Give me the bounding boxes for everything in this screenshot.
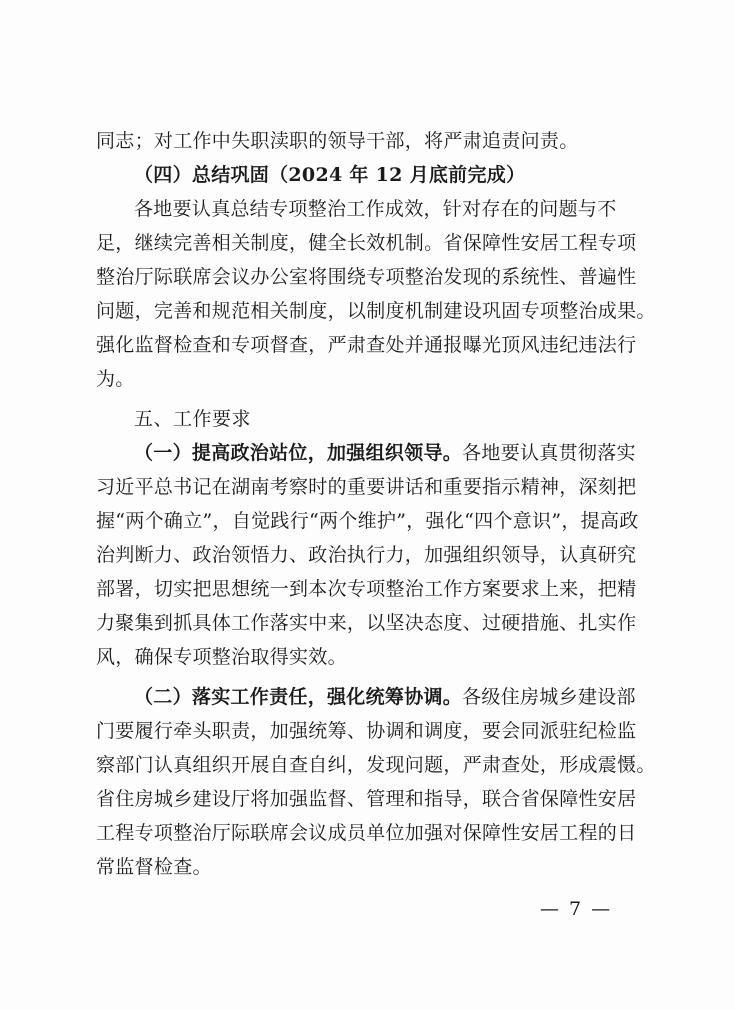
paragraph-line: 力聚集到抓具体工作落实中来，以坚决态度、过硬措施、扎实作 (96, 612, 637, 634)
section-heading-work-requirements: 五、工作要求 (134, 408, 252, 430)
paragraph-line: 察部门认真组织开展自查自纠，发现问题，严肃查处，形成震慑。 (96, 754, 656, 776)
paragraph-line: 常监督检查。 (96, 856, 212, 878)
subsection-heading-responsibility: （二）落实工作责任，强化统筹协调。 (134, 686, 463, 708)
paragraph-line: 工程专项整治厅际联席会议成员单位加强对保障性安居工程的日 (96, 822, 637, 844)
section-heading-summary: （四）总结巩固（2024 年 12 月底前完成） (134, 164, 526, 186)
paragraph-line: 强化监督检查和专项督查，严肃查处并通报曝光顶风违纪违法行 (96, 334, 637, 356)
paragraph-text: 各级住房城乡建设部 (462, 686, 636, 708)
paragraph-line: 问题，完善和规范相关制度，以制度机制建设巩固专项整治成果。 (96, 300, 656, 322)
paragraph-line (96, 682, 638, 712)
paragraph-line: 各地要认真总结专项整治工作成效，针对存在的问题与不 (134, 198, 617, 220)
paragraph-line: 足，继续完善相关制度，健全长效机制。省保障性安居工程专项 (96, 232, 637, 254)
paragraph-line: 同志；对工作中失职渎职的领导干部，将严肃追责问责。 (96, 130, 579, 152)
document-body (96, 126, 656, 882)
paragraph-line: 省住房城乡建设厅将加强监督、管理和指导，联合省保障性安居 (96, 788, 637, 810)
paragraph-line: 握“两个确立”，自觉践行“两个维护”，强化“四个意识”，提高政 (96, 510, 639, 532)
page-number: — 7 — (540, 898, 613, 920)
paragraph-text: 各地要认真贯彻落实 (462, 442, 636, 464)
paragraph-line: 为。 (96, 368, 135, 390)
paragraph-line: 风，确保专项整治取得实效。 (96, 646, 347, 668)
paragraph-line (96, 438, 638, 468)
paragraph-line: 治判断力、政治领悟力、政治执行力，加强组织领导，认真研究 (96, 544, 637, 566)
paragraph-line: 部署，切实把思想统一到本次专项整治工作方案要求上来，把精 (96, 578, 637, 600)
paragraph-line: 习近平总书记在湖南考察时的重要讲话和重要指示精神，深刻把 (96, 476, 637, 498)
subsection-heading-political-stance: （一）提高政治站位，加强组织领导。 (134, 442, 463, 464)
paragraph-line: 整治厅际联席会议办公室将围绕专项整治发现的系统性、普遍性 (96, 266, 637, 288)
paragraph-line: 门要履行牵头职责，加强统筹、协调和调度，要会同派驻纪检监 (96, 720, 637, 742)
